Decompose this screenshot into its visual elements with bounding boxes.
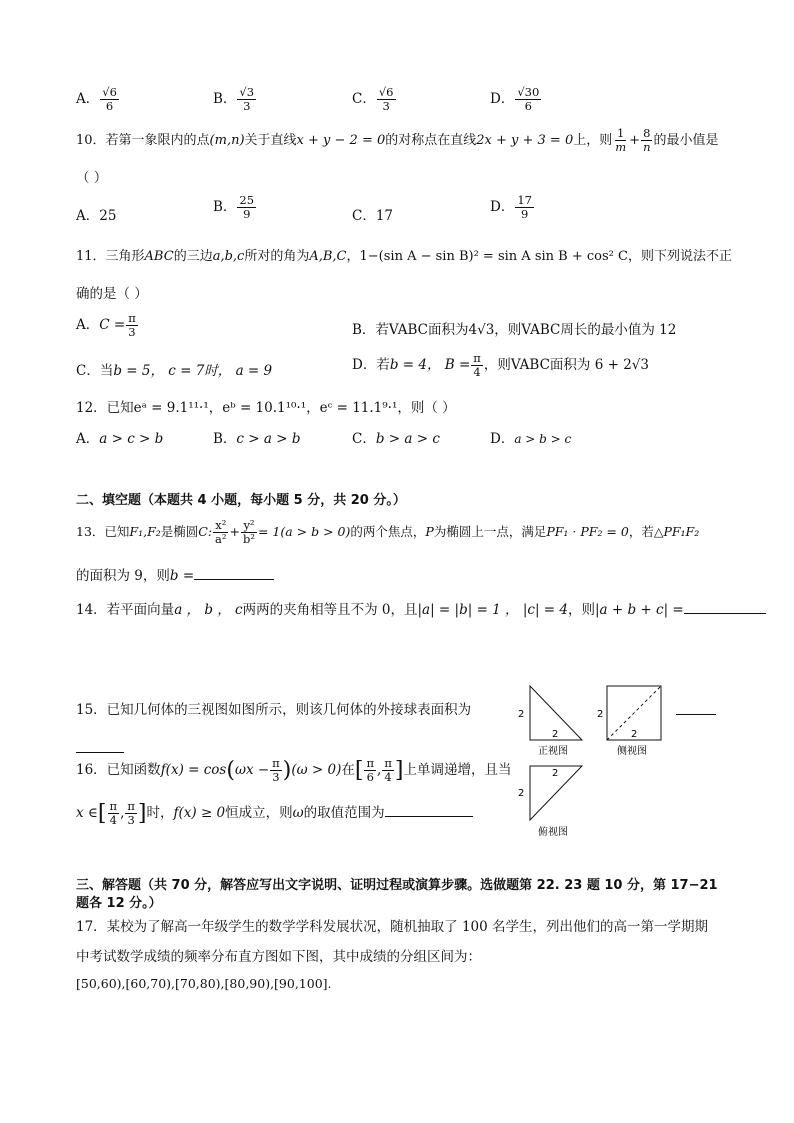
section-fill-in-title: 二、填空题（本题共 4 小题，每小题 5 分，共 20 分。） bbox=[76, 493, 406, 508]
q9-option-c: C． $\frac{√6}{3}$ bbox=[352, 85, 394, 114]
q12-option-d: D．a > b > c bbox=[490, 431, 572, 447]
q17-line3: [50,60),[60,70),[70,80),[80,90),[90,100]. bbox=[76, 976, 332, 991]
side-view-width: 2 bbox=[631, 729, 638, 740]
q17-line2: 中考试数学成绩的频率分布直方图如下图，其中成绩的分组区间为： bbox=[76, 949, 481, 965]
q15-answer-blank[interactable] bbox=[76, 740, 124, 757]
q10-option-b: B． $\frac{25}{9}$ bbox=[213, 193, 255, 222]
q11-option-b: B．若VABC面积为4√3，则VABC周长的最小值为 12 bbox=[352, 322, 677, 338]
section-solve-title-line2: 题各 12 分。） bbox=[76, 896, 162, 911]
q10-paren: （ ） bbox=[76, 170, 108, 186]
three-view-diagram bbox=[510, 680, 710, 840]
q16-stem: 16．已知函数f(x) = cos(ωx − $\frac{\pi}{3}$ )(ω > 0)在[ $\frac{\pi}{6}$ , $\frac{\pi}{4}$ ]上单调递增，且当 bbox=[76, 756, 512, 785]
section-solve-title: 三、解答题（共 70 分，解答应写出文字说明、证明过程或演算步骤。选做题第 22. 23 题 10 分，第 17−21 bbox=[76, 878, 718, 893]
q15-stem: 15．已知几何体的三视图如图所示，则该几何体的外接球表面积为 bbox=[76, 702, 472, 718]
front-view-caption: 正视图 bbox=[538, 746, 568, 757]
q16-stem-line2: x ∈[ $\frac{\pi}{4}$ , $\frac{\pi}{3}$ ]时，f(x) ≥ 0恒成立，则ω的取值范围为 bbox=[76, 800, 473, 827]
q10-option-d: D． $\frac{17}{9}$ bbox=[490, 193, 532, 222]
q13-line2: 的面积为 9，则b = bbox=[76, 564, 274, 584]
q12-option-b: B．c > a > b bbox=[213, 431, 301, 447]
front-view-height: 2 bbox=[518, 709, 525, 720]
q11-stem-line2: 确的是（ ） bbox=[76, 286, 148, 302]
q11-stem: 11．三角形ABC的三边a,b,c所对的角为A,B,C，1−(sin A − sin B)² = sin A sin B + cos² C，则下列说法不正 bbox=[76, 249, 732, 264]
top-view-height: 2 bbox=[518, 788, 525, 799]
top-view-width: 2 bbox=[552, 768, 559, 779]
q17-line1: 17．某校为了解高一年级学生的数学学科发展状况，随机抽取了 100 名学生，列出他们的高一第一学期期 bbox=[76, 919, 709, 935]
q10-stem: 10．若第一象限内的点(m,n)关于直线x + y − 2 = 0的对称点在直线2x + y + 3 = 0上，则 $\frac{1}{m}$ + $\frac{8}{n}$ 的最小值是 bbox=[76, 126, 719, 155]
q9-option-d: D． $\frac{√30}{6}$ bbox=[490, 85, 540, 114]
q11-option-d: D．若b = 4， B = $\frac{\pi}{4}$ ，则VABC面积为 6 + 2√3 bbox=[352, 351, 649, 380]
q10-option-a: A．25 bbox=[76, 208, 117, 224]
top-view-caption: 俯视图 bbox=[538, 827, 568, 838]
side-view-caption: 侧视图 bbox=[617, 746, 647, 757]
q13-answer-blank[interactable] bbox=[194, 567, 274, 580]
q12-option-a: A．a > c > b bbox=[76, 431, 164, 447]
q9-option-b: B． $\frac{√3}{3}$ bbox=[213, 85, 255, 114]
q11-option-c: C．当b = 5， c = 7时， a = 9 bbox=[76, 363, 273, 379]
q14-answer-blank[interactable] bbox=[684, 601, 766, 614]
q14-stem: 14．若平面向量a ， b ， c两两的夹角相等且不为 0，且|a| = |b| = 1 ， |c| = 4，则|a + b + c| = bbox=[76, 598, 766, 618]
q13-stem: 13．已知F₁,F₂是椭圆C: $\frac{\text{x²}}{\text{a²}}$ + $\frac{\text{y²}}{\text{b²}}$ = 1(a > b > 0)的两个焦点，P为椭圆上一点，满足PF₁ · PF₂ = 0，若△PF₁F₂ bbox=[76, 518, 700, 547]
q10-option-c: C．17 bbox=[352, 208, 394, 224]
side-view-height: 2 bbox=[597, 709, 604, 720]
front-view-width: 2 bbox=[552, 729, 559, 740]
q12-stem: 12．已知eᵃ = 9.1¹¹·¹，eᵇ = 10.1¹⁰·¹，eᶜ = 11.1⁹·¹，则（ ） bbox=[76, 400, 456, 416]
q16-answer-blank[interactable] bbox=[385, 804, 473, 817]
q9-option-a: A． $\frac{√6}{6}$ bbox=[76, 85, 117, 114]
q11-option-a: A．C = $\frac{\pi}{3}$ bbox=[76, 311, 136, 340]
q12-option-c: C．b > a > c bbox=[352, 431, 440, 447]
